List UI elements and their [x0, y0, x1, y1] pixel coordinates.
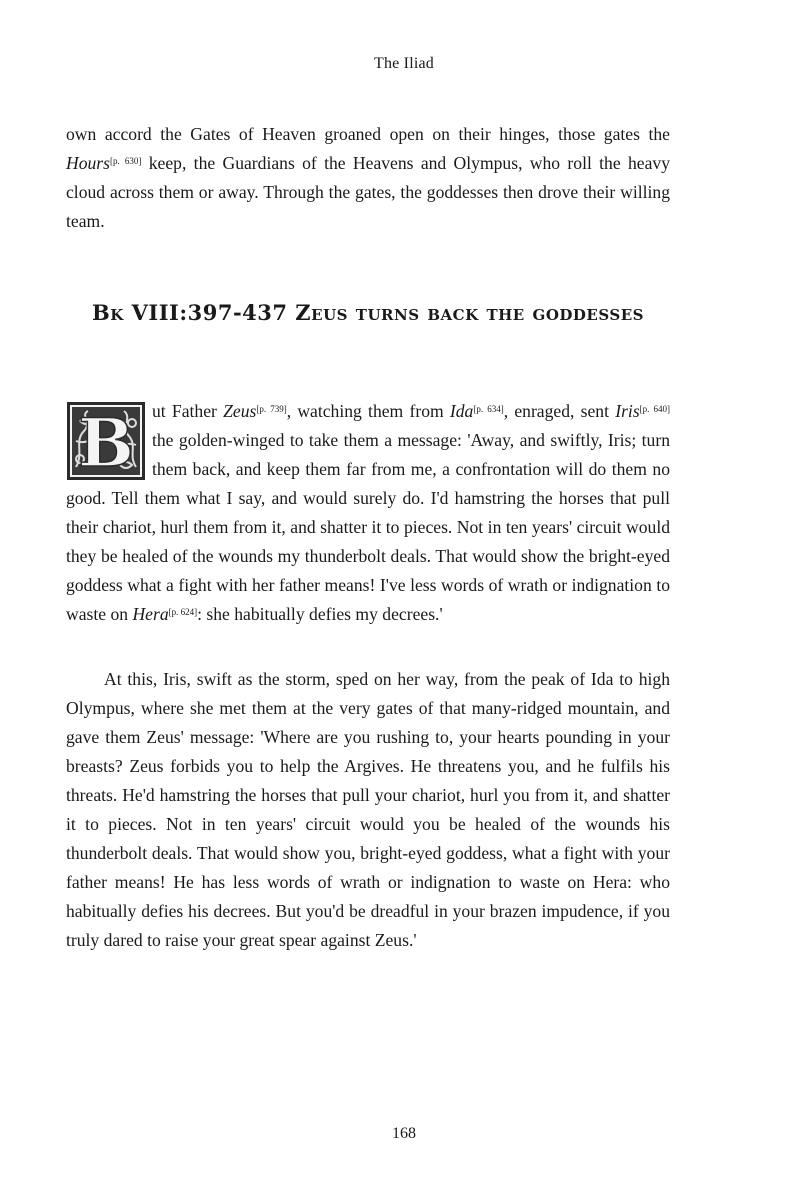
hera-name: Hera [132, 604, 169, 624]
p1-text-a: own accord the Gates of Heaven groaned open on their hinges, those gates the [66, 124, 670, 144]
ida-page-ref[interactable]: [p. 634] [473, 404, 504, 414]
paragraph-1 [66, 120, 670, 236]
hours-page-ref[interactable]: [p. 630] [110, 156, 142, 166]
paragraph-2 [66, 397, 670, 629]
dropcap-b-ornament [66, 401, 146, 481]
p2-text-b: , watching them from [286, 401, 450, 421]
dropcap-letter: B [78, 404, 134, 481]
running-head: The Iliad [374, 55, 434, 72]
iris-page-ref[interactable]: [p. 640] [639, 404, 671, 414]
paragraph-3: At this, Iris, swift as the storm, sped on her way, from the peak of Ida to high Olympus, where she met them at the very gates of that many-ridged mountain, and gave them Zeus' message: 'Where are you rushing to, your hearts pounding in your breasts? Zeus forbids you to help the Argives. He threatens you, and he fulfils his threats. He'd hamstring the horses that pull your chariot, hurl you from it, and shatter it to pieces. Not in ten years' circuit would you be healed of the wounds his thunderbolt deals. That would show you, bright-eyed goddess, what a fight with your father means! He has less words of wrath or indignation to waste on Hera: who habitually defies his decrees. But you'd be dreadful in your brazen impudence, if you truly dared to raise your great spear against Zeus.' [66, 669, 670, 950]
zeus-name: Zeus [223, 401, 257, 421]
hera-page-ref[interactable]: [p. 624] [168, 607, 198, 617]
p2-text-d: the golden-winged to take them a message: 'Away, and swiftly, Iris; turn them back, and keep them far from me, a confrontation will do them no good. Tell them what I say, and would surely do. I'd hamstring the horses that pull their chariot, hurl them from it, and shatter it to pieces. Not in ten years' circuit would they be healed of the wounds my thunderbolt deals. That would show the bright-eyed goddess what a fight with her father means! I've less words of wrath or indignation to waste on [66, 430, 670, 624]
zeus-page-ref[interactable]: [p. 739] [256, 404, 287, 414]
page-number: 168 [392, 1125, 416, 1142]
ida-name: Ida [449, 401, 474, 421]
p2-text-a: ut Father [152, 401, 224, 421]
p2-text-c: , enraged, sent [503, 401, 616, 421]
iris-name: Iris [615, 401, 640, 421]
hours-name: Hours [66, 153, 110, 173]
p2-text-e: : she habitually defies my decrees.' [197, 604, 443, 624]
p1-text-b: keep, the Guardians of the Heavens and Olympus, who roll the heavy cloud across them or away. Through the gates, the goddesses then drove their willing team. [66, 153, 670, 231]
section-heading: Bk VIII:397-437 Zeus turns back the goddesses [92, 300, 644, 325]
